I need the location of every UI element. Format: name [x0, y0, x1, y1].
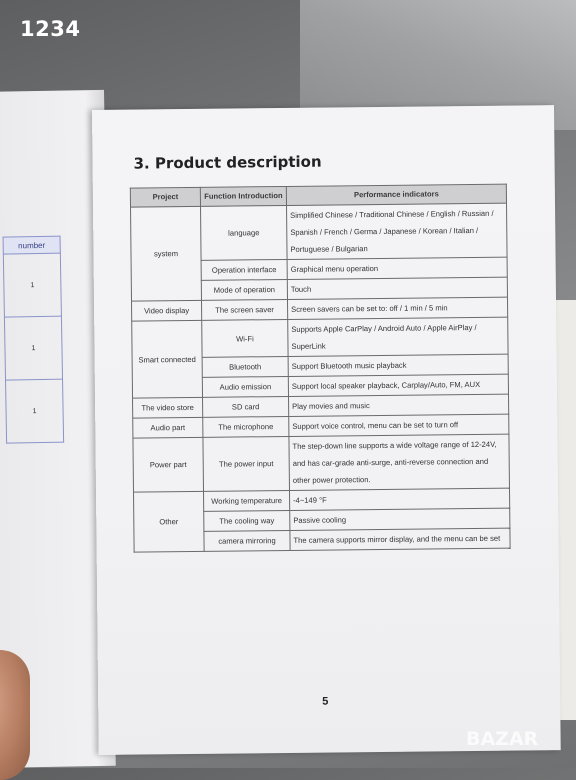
performance-cell: Support Bluetooth music playback	[288, 354, 508, 376]
function-cell: Mode of operation	[201, 279, 287, 300]
watermark-logo: BAZAR	[466, 728, 539, 750]
performance-cell: The camera supports mirror display, and the menu can be set	[290, 528, 510, 550]
left-table-cell: 1	[4, 316, 62, 380]
performance-cell: Touch	[287, 277, 507, 299]
performance-cell: -4~149 °F	[289, 488, 509, 510]
function-cell: Operation interface	[201, 259, 287, 280]
left-table-cell: 1	[3, 253, 61, 317]
manual-page	[92, 105, 561, 755]
function-cell: The cooling way	[204, 510, 290, 531]
performance-cell: Supports Apple CarPlay / Android Auto / Apple AirPlay / SuperLink	[288, 317, 508, 356]
function-cell: language	[201, 205, 288, 260]
header-performance: Performance indicators	[286, 184, 506, 205]
function-cell: camera mirroring	[204, 530, 290, 551]
project-cell: Video display	[132, 300, 202, 321]
function-cell: Bluetooth	[202, 356, 288, 377]
header-function: Function Introduction	[200, 186, 286, 206]
performance-cell: Simplified Chinese / Traditional Chinese / English / Russian / Spanish / French / Germa / Japanese / Korean / Italian / Portuguese / Bulgarian	[287, 203, 508, 259]
thumb	[0, 650, 30, 780]
function-cell: The power input	[203, 436, 290, 491]
function-cell: Working temperature	[203, 490, 289, 511]
function-cell: The microphone	[203, 416, 289, 437]
page-title: 3. Product description	[133, 152, 322, 173]
table-row	[133, 434, 510, 492]
corner-number: 1234	[20, 17, 81, 41]
performance-cell: The step-down line supports a wide voltage range of 12-24V, and has car-grade anti-surge, anti-reverse connection and other power protection.	[289, 434, 510, 490]
performance-cell: Screen savers can be set to: off / 1 min / 5 min	[287, 297, 507, 319]
function-cell: SD card	[203, 396, 289, 417]
function-cell: The screen saver	[201, 299, 287, 320]
table-row	[132, 317, 508, 358]
left-page-table	[3, 236, 65, 444]
function-cell: Audio emission	[202, 376, 288, 397]
project-cell: The video store	[133, 397, 203, 418]
performance-cell: Play movies and music	[289, 394, 509, 416]
project-cell: Power part	[133, 437, 204, 492]
header-project: Project	[130, 187, 200, 207]
left-table-cell: 1	[6, 379, 64, 443]
project-cell: Audio part	[133, 417, 203, 438]
project-cell: Other	[134, 491, 205, 552]
performance-cell: Graphical menu operation	[287, 257, 507, 279]
table-row	[131, 203, 508, 261]
performance-cell: Support voice control, menu can be set to turn off	[289, 414, 509, 436]
function-cell: Wi-Fi	[202, 319, 288, 357]
project-cell: system	[131, 206, 202, 301]
spec-table	[130, 184, 511, 553]
left-table-header: number	[3, 236, 60, 254]
performance-cell: Support local speaker playback, Carplay/Auto, FM, AUX	[288, 374, 508, 396]
performance-cell: Passive cooling	[290, 508, 510, 530]
page-number: 5	[322, 695, 329, 708]
project-cell: Smart connected	[132, 320, 203, 398]
